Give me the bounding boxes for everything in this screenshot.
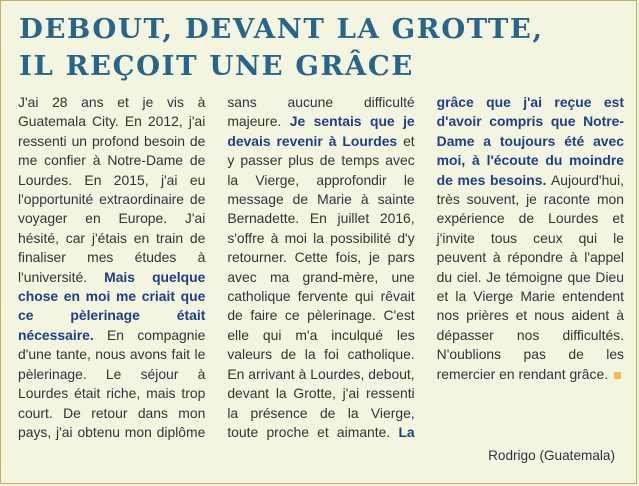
highlight-2: Je sentais que je devais revenir à Lourdes — [227, 113, 415, 149]
article-body — [18, 93, 624, 455]
highlight-3: La grâce que j'ai reçue est d'avoir compris que Notre-Dame a toujours été avec moi, à l'écoute du moindre de mes besoins. — [398, 94, 624, 440]
title-line-1: DEBOUT, DEVANT LA GROTTE, — [19, 13, 544, 45]
end-square-icon — [614, 372, 621, 379]
author-signature: Rodrigo (Guatemala) — [488, 448, 615, 463]
body-text-2: En compagnie d'une tante, nous avons fait le pèlerinage. Le séjour à Lourdes était riche, mais trop court. De retour dans mon pays, j'ai obtenu mon diplôme sans aucune difficulté majeure. — [18, 94, 415, 440]
body-text-4: Aujourd'hui, très souvent, je raconte mon expérience de Lourdes et j'invite tous ceux qui le peuvent à répondre à l'appel du ciel. Je témoigne que Dieu et la Vierge Marie entendent nos prières et nous aident à dépasser nos difficultés. N'oublions pas de les remercier en rendant grâce. — [436, 171, 624, 382]
body-text-1: J'ai 28 ans et je vis à Guatemala City. En 2012, j'ai ressenti un profond besoin de me confier à Notre-Dame de Lourdes. En 2015, j'ai eu l'opportunité extraordinaire de voyager en Europe. J'ai hésité, car j'étais en train de finaliser mes études à l'université. — [18, 94, 206, 285]
article-title — [19, 11, 544, 85]
highlight-1: Mais quelque chose en moi me criait que ce pèlerinage était nécessaire. — [18, 268, 206, 343]
body-text-3: et y passer plus de temps avec la Vierge, approfondir le message de Marie à sainte Bernadette. En juillet 2016, s'offre à moi la possibilité d'y retourner. Cette fois, je pars avec ma grand-mère, une catholique fervente qui rêvait de faire ce pèlerinage. C'est elle qui m'a inculqué les valeurs de la foi catholique. En arrivant à Lourdes, debout, devant la Grotte, j'ai ressenti la présence de la Vierge, toute proche et aimante. — [227, 132, 415, 440]
title-line-2: IL REÇOIT UNE GRÂCE — [19, 50, 414, 82]
